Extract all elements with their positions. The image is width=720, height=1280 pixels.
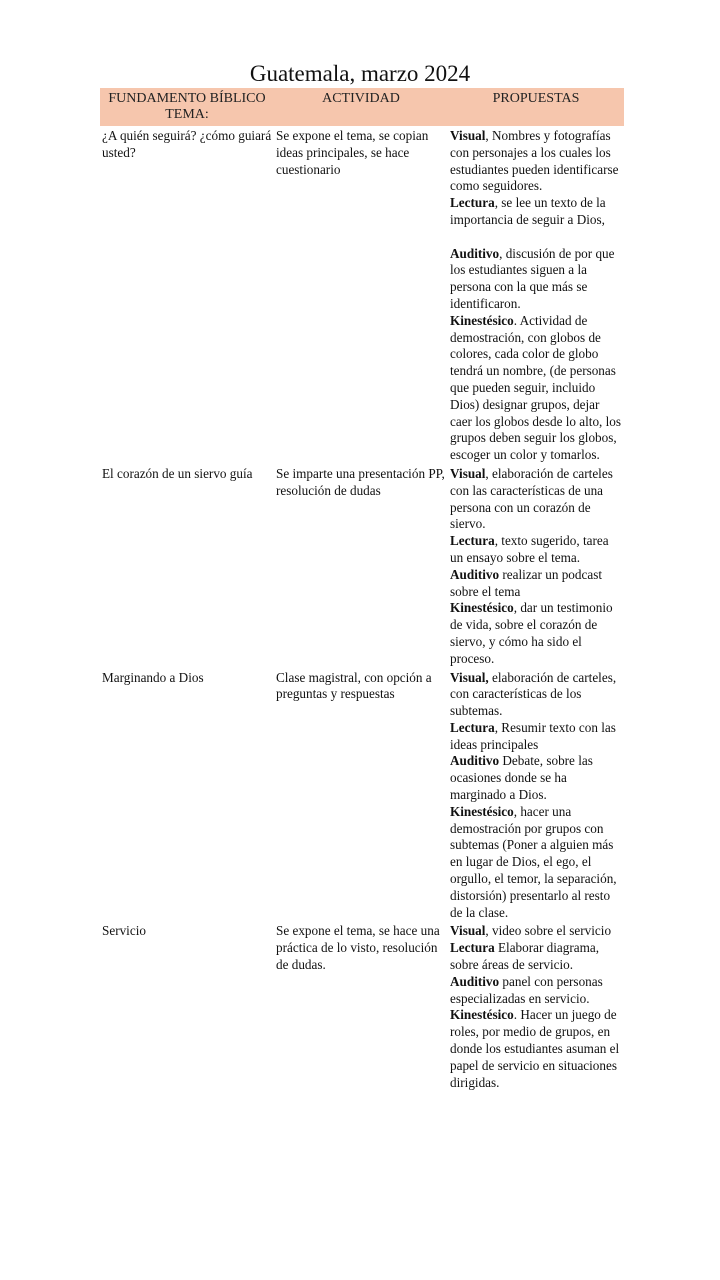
propuesta-lectura (450, 720, 622, 754)
auditivo-text: realizar un podcast sobre el tema (450, 566, 602, 599)
propuestas-cell (448, 126, 624, 464)
visual-text: , Nombres y fotografías con personajes a los cuales los estudiantes pueden identificarse como seguidores. (450, 128, 619, 194)
kinestesico-text: , dar un testimonio de vida, sobre el corazón de siervo, y cómo ha sido el proceso. (450, 600, 613, 666)
kinestesico-text: . Hacer un juego de roles, por medio de grupos, en donde los estudiantes asuman el papel de servicio en situaciones dirigidas. (450, 1007, 620, 1090)
tema-cell: ¿A quién seguirá? ¿cómo guiará usted? (102, 128, 272, 160)
visual-text: , video sobre el servicio (485, 923, 612, 939)
lectura-label: Lectura (450, 533, 495, 549)
table-row (100, 668, 624, 922)
header-fundamento-line2: TEMA: (165, 107, 209, 122)
propuesta-kinestesico (450, 600, 622, 667)
actividad-cell: Se imparte una presentación PP, resolución de dudas (276, 465, 445, 498)
propuesta-kinestesico (450, 1007, 622, 1091)
auditivo-label: Auditivo (450, 245, 500, 261)
propuesta-auditivo (450, 974, 622, 1008)
propuesta-auditivo (450, 753, 622, 803)
lectura-text: Elaborar diagrama, sobre áreas de servicio. (450, 940, 600, 973)
kinestesico-text: . Actividad de demostración, con globos de colores, cada color de globo tendrá un nombre, (de personas que pueden seguir, incluido Dios) designar grupos, dejar caer los globos desde lo alto, los grupos deben seguir los globos, escoger un color y tomarlos. (450, 312, 622, 463)
header-fundamento-line1: FUNDAMENTO BÍBLICO (108, 91, 266, 106)
propuesta-lectura (450, 195, 622, 229)
lectura-text: , se lee un texto de la importancia de seguir a Dios, (450, 195, 606, 227)
auditivo-text: Debate, sobre las ocasiones donde se ha marginado a Dios. (450, 753, 593, 803)
table-header-row (100, 88, 624, 126)
auditivo-label: Auditivo (450, 973, 500, 989)
propuesta-visual (450, 923, 622, 940)
lectura-text: , texto sugerido, tarea un ensayo sobre el tema. (450, 533, 609, 565)
kinestesico-label: Kinestésico (450, 600, 514, 616)
auditivo-label: Auditivo (450, 566, 500, 582)
lectura-label: Lectura (450, 195, 495, 211)
table-row (100, 126, 624, 464)
auditivo-text: , discusión de por que los estudiantes siguen a la persona con la que más se identificaron. (450, 245, 615, 311)
propuesta-auditivo (450, 246, 622, 313)
propuesta-auditivo (450, 567, 622, 601)
tema-cell: Marginando a Dios (102, 669, 204, 685)
header-fundamento (100, 88, 274, 126)
kinestesico-text: , hacer una demostración por grupos con subtemas (Poner a alguien más en lugar de Dios, el ego, el orgullo, el temor, la separación, distorsión) presentarlo al resto de la clase. (450, 803, 617, 920)
header-propuestas: PROPUESTAS (448, 88, 624, 126)
lectura-label: Lectura (450, 719, 495, 735)
lectura-text: , Resumir texto con las ideas principales (450, 719, 616, 752)
actividad-cell: Clase magistral, con opción a preguntas y respuestas (276, 669, 432, 702)
tema-cell: El corazón de un siervo guía (102, 465, 253, 481)
table-row (100, 921, 624, 1091)
visual-label: Visual (450, 128, 486, 143)
propuesta-visual (450, 128, 622, 195)
document-title: Guatemala, marzo 2024 (249, 61, 471, 86)
propuestas-cell (448, 921, 624, 1091)
visual-label: Visual (450, 923, 486, 939)
auditivo-label: Auditivo (450, 753, 500, 769)
table-row (100, 464, 624, 668)
propuesta-lectura (450, 533, 622, 567)
tema-cell: Servicio (102, 923, 146, 939)
kinestesico-label: Kinestésico (450, 1007, 514, 1023)
header-actividad: ACTIVIDAD (274, 88, 448, 126)
kinestesico-label: Kinestésico (450, 803, 514, 819)
visual-text: elaboración de carteles, con características de los subtemas. (450, 669, 617, 719)
lectura-label: Lectura (450, 940, 495, 956)
propuesta-kinestesico (450, 804, 622, 922)
blank-line (450, 229, 622, 246)
propuestas-cell (448, 464, 624, 668)
visual-text: , elaboración de carteles con las características de una persona con un corazón de siervo. (450, 465, 613, 532)
actividad-cell: Se expone el tema, se copian ideas principales, se hace cuestionario (276, 128, 429, 177)
auditivo-text: panel con personas especializadas en servicio. (450, 973, 603, 1006)
propuesta-visual (450, 670, 622, 720)
propuestas-cell (448, 668, 624, 922)
visual-label: Visual, (450, 669, 489, 685)
actividad-cell: Se expone el tema, se hace una práctica de lo visto, resolución de dudas. (276, 923, 440, 973)
visual-label: Visual (450, 465, 486, 481)
lesson-table (100, 88, 624, 1091)
propuesta-kinestesico (450, 313, 622, 464)
kinestesico-label: Kinestésico (450, 312, 514, 328)
propuesta-visual (450, 466, 622, 533)
propuesta-lectura (450, 940, 622, 974)
